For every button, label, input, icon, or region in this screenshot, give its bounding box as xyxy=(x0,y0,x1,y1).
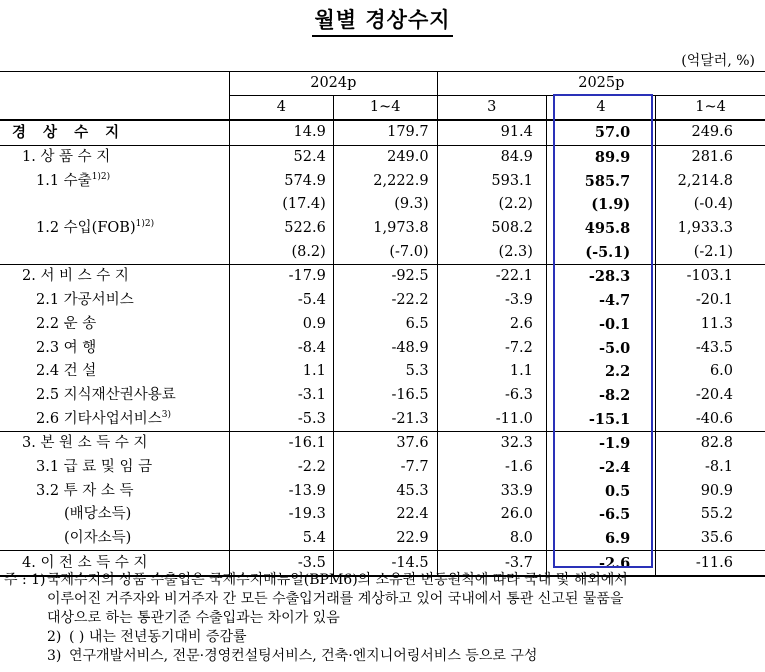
table-cell: (-2.1) xyxy=(656,240,765,264)
table-cell: 249.6 xyxy=(656,120,765,145)
note-3-number: 3) xyxy=(47,648,62,664)
table-cell: -8.4 xyxy=(230,336,334,360)
table-cell: -2.4 xyxy=(546,456,655,480)
table-row xyxy=(0,384,765,408)
row-label: 1. 상 품 수 지 xyxy=(0,145,230,169)
table-row xyxy=(0,313,765,337)
table-cell: -6.5 xyxy=(546,503,655,527)
table-cell: 585.7 xyxy=(546,169,655,193)
table-cell: 35.6 xyxy=(656,527,765,551)
table-cell: 1.1 xyxy=(230,360,334,384)
table-cell: -3.5 xyxy=(230,551,334,576)
table-cell: -13.9 xyxy=(230,479,334,503)
table-cell: (-7.0) xyxy=(333,240,437,264)
row-label: (이자소득) xyxy=(64,530,132,547)
table-cell: -4.7 xyxy=(546,289,655,313)
row-label: 2.3 여 행 xyxy=(36,339,97,356)
table-cell: 11.3 xyxy=(656,313,765,337)
table-cell: 6.5 xyxy=(333,313,437,337)
table-cell: 0.5 xyxy=(546,479,655,503)
row-label xyxy=(0,240,230,264)
row-label: 2.2 운 송 xyxy=(36,315,97,332)
table-cell: -2.2 xyxy=(230,456,334,480)
table-cell: 32.3 xyxy=(437,431,546,455)
table-row xyxy=(0,120,765,145)
table-cell: -40.6 xyxy=(656,407,765,431)
table-cell: 55.2 xyxy=(656,503,765,527)
row-label: 1.1 수출$^{1)2)}$ xyxy=(36,171,111,189)
footnote-marker: 1)2) xyxy=(135,219,155,230)
table-cell: -43.5 xyxy=(656,336,765,360)
table-cell: -19.3 xyxy=(230,503,334,527)
table-cell: -17.9 xyxy=(230,265,334,289)
table-cell: 0.9 xyxy=(230,313,334,337)
note-1-line: 대상으로 하는 통관기준 수출입과는 차이가 있음 xyxy=(47,610,340,626)
table-cell: 2.6 xyxy=(437,313,546,337)
table-cell: -103.1 xyxy=(656,265,765,289)
table-row xyxy=(0,456,765,480)
table-cell: 6.9 xyxy=(546,527,655,551)
table-cell: (2.3) xyxy=(437,240,546,264)
header-month: 1~4 xyxy=(656,96,765,121)
table-cell: -5.4 xyxy=(230,289,334,313)
table-cell: -22.2 xyxy=(333,289,437,313)
table-cell: -6.3 xyxy=(437,384,546,408)
note-2-number: 2) xyxy=(47,629,62,645)
table-cell: 5.4 xyxy=(230,527,334,551)
table-cell: 1,933.3 xyxy=(656,217,765,241)
note-lead: 주 : 1) xyxy=(4,572,46,588)
table-cell: -15.1 xyxy=(546,407,655,431)
table-cell: 57.0 xyxy=(546,120,655,145)
table-row xyxy=(0,431,765,455)
page-title: 월별 경상수지 xyxy=(0,4,765,34)
note-2-text: ( ) 내는 전년동기대비 증감률 xyxy=(69,629,247,645)
table-cell: -28.3 xyxy=(546,265,655,289)
table-cell: 593.1 xyxy=(437,169,546,193)
table-cell: -11.0 xyxy=(437,407,546,431)
row-label: (배당소득) xyxy=(64,506,132,523)
table-cell: 33.9 xyxy=(437,479,546,503)
unit-label: (억달러, %) xyxy=(681,53,755,69)
table-row xyxy=(0,407,765,431)
table-cell: -1.9 xyxy=(546,431,655,455)
row-label: 3. 본 원 소 득 수 지 xyxy=(0,431,230,455)
row-label: 3.1 급 료 및 임 금 xyxy=(36,458,153,475)
table-cell: -22.1 xyxy=(437,265,546,289)
table-cell: (9.3) xyxy=(333,193,437,217)
row-label xyxy=(0,193,230,217)
table-cell: -3.9 xyxy=(437,289,546,313)
table-cell: 2.2 xyxy=(546,360,655,384)
table-cell: 1,973.8 xyxy=(333,217,437,241)
table-cell: 22.4 xyxy=(333,503,437,527)
footnote-marker: 1)2) xyxy=(91,171,111,182)
table-cell: 8.0 xyxy=(437,527,546,551)
table-row xyxy=(0,265,765,289)
table-cell: 84.9 xyxy=(437,145,546,169)
table-cell: 508.2 xyxy=(437,217,546,241)
table-cell: -3.7 xyxy=(437,551,546,576)
table-cell: -14.5 xyxy=(333,551,437,576)
table-cell: -92.5 xyxy=(333,265,437,289)
table-cell: -3.1 xyxy=(230,384,334,408)
row-label: 2.6 기타사업서비스$^{3)}$ xyxy=(36,409,171,427)
table-row xyxy=(0,503,765,527)
table-cell: 37.6 xyxy=(333,431,437,455)
table-row xyxy=(0,169,765,193)
table-cell: -5.0 xyxy=(546,336,655,360)
table-cell: 26.0 xyxy=(437,503,546,527)
table-cell: -8.1 xyxy=(656,456,765,480)
table-cell: 574.9 xyxy=(230,169,334,193)
note-1-line: 이루어진 거주자와 비거주자 간 모든 수출입거래를 계상하고 있어 국내에서 통관 신고된 물품을 xyxy=(47,591,624,607)
header-month: 4 xyxy=(546,96,655,121)
table-row xyxy=(0,193,765,217)
table-row xyxy=(0,240,765,264)
current-account-table xyxy=(0,71,765,577)
table-cell: -7.2 xyxy=(437,336,546,360)
table-cell: -16.1 xyxy=(230,431,334,455)
table-cell: 179.7 xyxy=(333,120,437,145)
row-label: 2.1 가공서비스 xyxy=(36,292,134,309)
table-cell: -11.6 xyxy=(656,551,765,576)
table-cell: (-0.4) xyxy=(656,193,765,217)
table-body xyxy=(0,120,765,576)
table-row xyxy=(0,360,765,384)
table-row xyxy=(0,289,765,313)
table-cell: 82.8 xyxy=(656,431,765,455)
row-label: 2. 서 비 스 수 지 xyxy=(0,265,230,289)
table-cell: (8.2) xyxy=(230,240,334,264)
table-cell: 22.9 xyxy=(333,527,437,551)
table-cell: 495.8 xyxy=(546,217,655,241)
table-row xyxy=(0,217,765,241)
row-label: 1.2 수입(FOB)$^{1)2)}$ xyxy=(36,219,155,237)
table-cell: (2.2) xyxy=(437,193,546,217)
table-cell: -0.1 xyxy=(546,313,655,337)
table-cell: -20.4 xyxy=(656,384,765,408)
table-cell: -16.5 xyxy=(333,384,437,408)
table-cell: 281.6 xyxy=(656,145,765,169)
table-row xyxy=(0,527,765,551)
table-row xyxy=(0,336,765,360)
table-cell: (-5.1) xyxy=(546,240,655,264)
table-cell: 90.9 xyxy=(656,479,765,503)
row-label: 4. 이 전 소 득 수 지 xyxy=(0,551,230,576)
row-label: 2.5 지식재산권사용료 xyxy=(36,386,176,403)
row-label: 2.4 건 설 xyxy=(36,363,97,380)
note-3-text: 연구개발서비스, 전문·경영컨설팅서비스, 건축·엔지니어링서비스 등으로 구성 xyxy=(69,648,538,664)
table-cell: (17.4) xyxy=(230,193,334,217)
table-cell: -5.3 xyxy=(230,407,334,431)
table-cell: 5.3 xyxy=(333,360,437,384)
table-cell: -1.6 xyxy=(437,456,546,480)
row-label: 3.2 투 자 소 득 xyxy=(36,482,134,499)
table-cell: 14.9 xyxy=(230,120,334,145)
table-cell: -48.9 xyxy=(333,336,437,360)
header-year-2025: 2025p xyxy=(437,72,765,96)
header-month: 3 xyxy=(437,96,546,121)
table-row xyxy=(0,479,765,503)
table-cell: 249.0 xyxy=(333,145,437,169)
footnote-marker: 3) xyxy=(161,409,171,420)
table-cell: -21.3 xyxy=(333,407,437,431)
table-cell: -8.2 xyxy=(546,384,655,408)
table-cell: 1.1 xyxy=(437,360,546,384)
table-cell: 89.9 xyxy=(546,145,655,169)
table-cell: -20.1 xyxy=(656,289,765,313)
header-month: 1~4 xyxy=(333,96,437,121)
table-cell: 91.4 xyxy=(437,120,546,145)
table-row xyxy=(0,145,765,169)
note-1-line: 국제수지의 상품 수출입은 국제수지매뉴얼(BPM6)의 소유권 변동원칙에 따라 국내 및 해외에서 xyxy=(47,572,628,588)
header-month: 4 xyxy=(230,96,334,121)
table-cell: (1.9) xyxy=(546,193,655,217)
table-cell: 522.6 xyxy=(230,217,334,241)
header-year-2024: 2024p xyxy=(230,72,438,96)
footnotes xyxy=(4,571,628,666)
table-cell: 6.0 xyxy=(656,360,765,384)
table-cell: -2.6 xyxy=(546,551,655,576)
table-cell: 45.3 xyxy=(333,479,437,503)
row-label: 경 상 수 지 xyxy=(12,124,126,142)
table-cell: 2,214.8 xyxy=(656,169,765,193)
table-cell: 52.4 xyxy=(230,145,334,169)
table-cell: -7.7 xyxy=(333,456,437,480)
table-cell: 2,222.9 xyxy=(333,169,437,193)
